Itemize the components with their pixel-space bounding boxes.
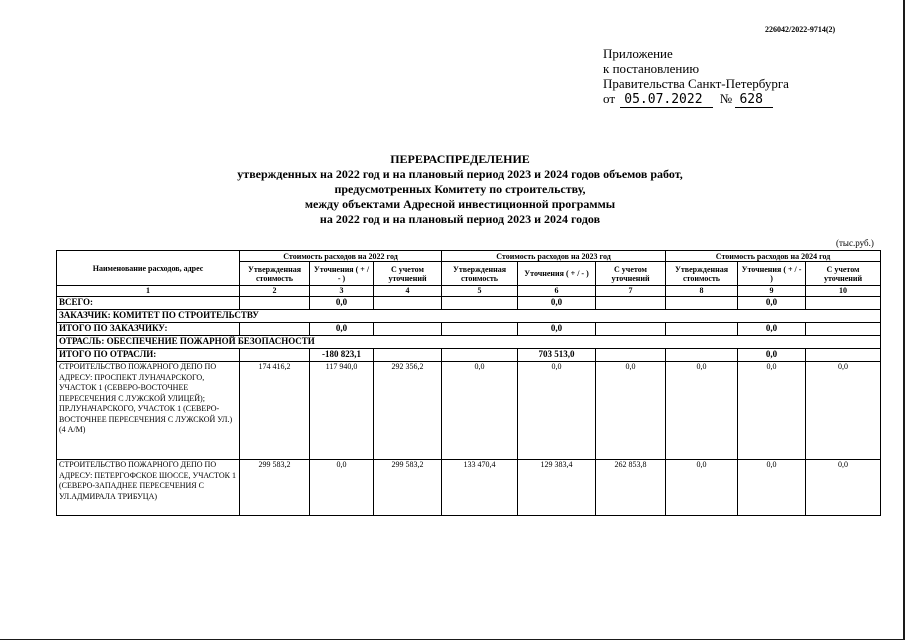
header-2023: Стоимость расходов на 2023 год — [442, 251, 666, 262]
appendix-block — [603, 46, 789, 107]
title-line-2: утвержденных на 2022 год и на плановый период 2023 и 2024 годов объемов работ, — [237, 167, 683, 181]
value-cell: 133 470,4 — [442, 460, 518, 516]
sub-changes-2022: Уточнения ( + / - ) — [310, 262, 374, 286]
header-2024: Стоимость расходов на 2024 год — [666, 251, 881, 262]
total-changes-2024: 0,0 — [738, 297, 806, 310]
table-row — [57, 362, 881, 460]
sub-approved-2023: Утвержденная стоимость — [442, 262, 518, 286]
redistribution-table — [56, 250, 881, 516]
customer-total-row — [57, 323, 881, 336]
customer-total-changes-2024: 0,0 — [738, 323, 806, 336]
value-cell: 0,0 — [806, 460, 881, 516]
appendix-line-3: Правительства Санкт-Петербурга — [603, 76, 789, 91]
decree-date: 05.07.2022 — [620, 92, 712, 108]
sub-changes-2024: Уточнения ( + / - ) — [738, 262, 806, 286]
value-cell: 174 416,2 — [240, 362, 310, 460]
col-number: 5 — [442, 286, 518, 297]
total-row — [57, 297, 881, 310]
value-cell: 129 383,4 — [518, 460, 596, 516]
appendix-line-1: Приложение — [603, 46, 673, 61]
customer-label: ЗАКАЗЧИК: КОМИТЕТ ПО СТРОИТЕЛЬСТВУ — [57, 310, 881, 323]
customer-total-label: ИТОГО ПО ЗАКАЗЧИКУ: — [57, 323, 240, 336]
header-2022: Стоимость расходов на 2022 год — [240, 251, 442, 262]
col-number: 10 — [806, 286, 881, 297]
industry-row — [57, 336, 881, 349]
industry-total-label: ИТОГО ПО ОТРАСЛИ: — [57, 349, 240, 362]
title-line-5: на 2022 год и на плановый период 2023 и 2024 годов — [319, 212, 601, 226]
industry-total-changes-2024: 0,0 — [738, 349, 806, 362]
customer-total-changes-2022: 0,0 — [310, 323, 374, 336]
sub-approved-2024: Утвержденная стоимость — [666, 262, 738, 286]
industry-label: ОТРАСЛЬ: ОБЕСПЕЧЕНИЕ ПОЖАРНОЙ БЕЗОПАСНОСТИ — [57, 336, 881, 349]
industry-total-changes-2022: -180 823,1 — [310, 349, 374, 362]
value-cell: 0,0 — [666, 362, 738, 460]
title-line-4: между объектами Адресной инвестиционной программы — [304, 197, 616, 211]
units-label: (тыс.руб.) — [836, 238, 874, 248]
table-row — [57, 460, 881, 516]
value-cell: 0,0 — [738, 362, 806, 460]
document-title — [200, 152, 720, 227]
column-numbers-row — [57, 286, 881, 297]
value-cell: 0,0 — [806, 362, 881, 460]
value-cell: 299 583,2 — [240, 460, 310, 516]
col-number: 1 — [57, 286, 240, 297]
date-prefix: от — [603, 91, 616, 106]
col-number: 6 — [518, 286, 596, 297]
sub-with-changes-2024: С учетом уточнений — [806, 262, 881, 286]
title-line-1: ПЕРЕРАСПРЕДЕЛЕНИЕ — [390, 152, 530, 166]
industry-total-row — [57, 349, 881, 362]
sub-with-changes-2022: С учетом уточнений — [374, 262, 442, 286]
value-cell: 262 853,8 — [596, 460, 666, 516]
col-number: 7 — [596, 286, 666, 297]
value-cell: 0,0 — [518, 362, 596, 460]
appendix-line-2: к постановлению — [603, 61, 700, 76]
total-changes-2023: 0,0 — [518, 297, 596, 310]
value-cell: 0,0 — [596, 362, 666, 460]
header-row-groups — [57, 251, 881, 262]
decree-number: 628 — [735, 92, 772, 108]
number-prefix: № — [719, 91, 733, 106]
col-number: 4 — [374, 286, 442, 297]
sub-changes-2023: Уточнения ( + / - ) — [518, 262, 596, 286]
value-cell: 0,0 — [666, 460, 738, 516]
sub-approved-2022: Утвержденная стоимость — [240, 262, 310, 286]
total-label: ВСЕГО: — [57, 297, 240, 310]
value-cell: 0,0 — [738, 460, 806, 516]
appendix-date-line — [603, 91, 789, 107]
value-cell: 292 356,2 — [374, 362, 442, 460]
document-number: 226042/2022-9714(2) — [765, 25, 836, 34]
object-name: СТРОИТЕЛЬСТВО ПОЖАРНОГО ДЕПО ПО АДРЕСУ: ПРОСПЕКТ ЛУНАЧАРСКОГО, УЧАСТОК 1 (СЕВЕРО-ВОСТОЧНЕЕ ПЕРЕСЕЧЕНИЯ С ЛУЖСКОЙ УЛИЦЕЙ); ПР.ЛУНАЧАРСКОГО, УЧАСТОК 1 (СЕВЕРО-ВОСТОЧНЕЕ ПЕРЕСЕЧЕНИЯ С ЛУЖСКОЙ УЛ.) (4 А/М) — [57, 362, 240, 460]
total-changes-2022: 0,0 — [310, 297, 374, 310]
object-name: СТРОИТЕЛЬСТВО ПОЖАРНОГО ДЕПО ПО АДРЕСУ: ПЕТЕРГОФСКОЕ ШОССЕ, УЧАСТОК 1 (СЕВЕРО-ЗАПАДНЕЕ ПЕРЕСЕЧЕНИЯ С УЛ.АДМИРАЛА ТРИБУЦА) — [57, 460, 240, 516]
value-cell: 0,0 — [442, 362, 518, 460]
col-number: 8 — [666, 286, 738, 297]
industry-total-changes-2023: 703 513,0 — [518, 349, 596, 362]
name-header: Наименование расходов, адрес — [57, 251, 240, 286]
col-number: 2 — [240, 286, 310, 297]
sub-with-changes-2023: С учетом уточнений — [596, 262, 666, 286]
title-line-3: предусмотренных Комитету по строительству, — [334, 182, 586, 196]
value-cell: 0,0 — [310, 460, 374, 516]
value-cell: 299 583,2 — [374, 460, 442, 516]
customer-row — [57, 310, 881, 323]
col-number: 9 — [738, 286, 806, 297]
value-cell: 117 940,0 — [310, 362, 374, 460]
col-number: 3 — [310, 286, 374, 297]
customer-total-changes-2023: 0,0 — [518, 323, 596, 336]
